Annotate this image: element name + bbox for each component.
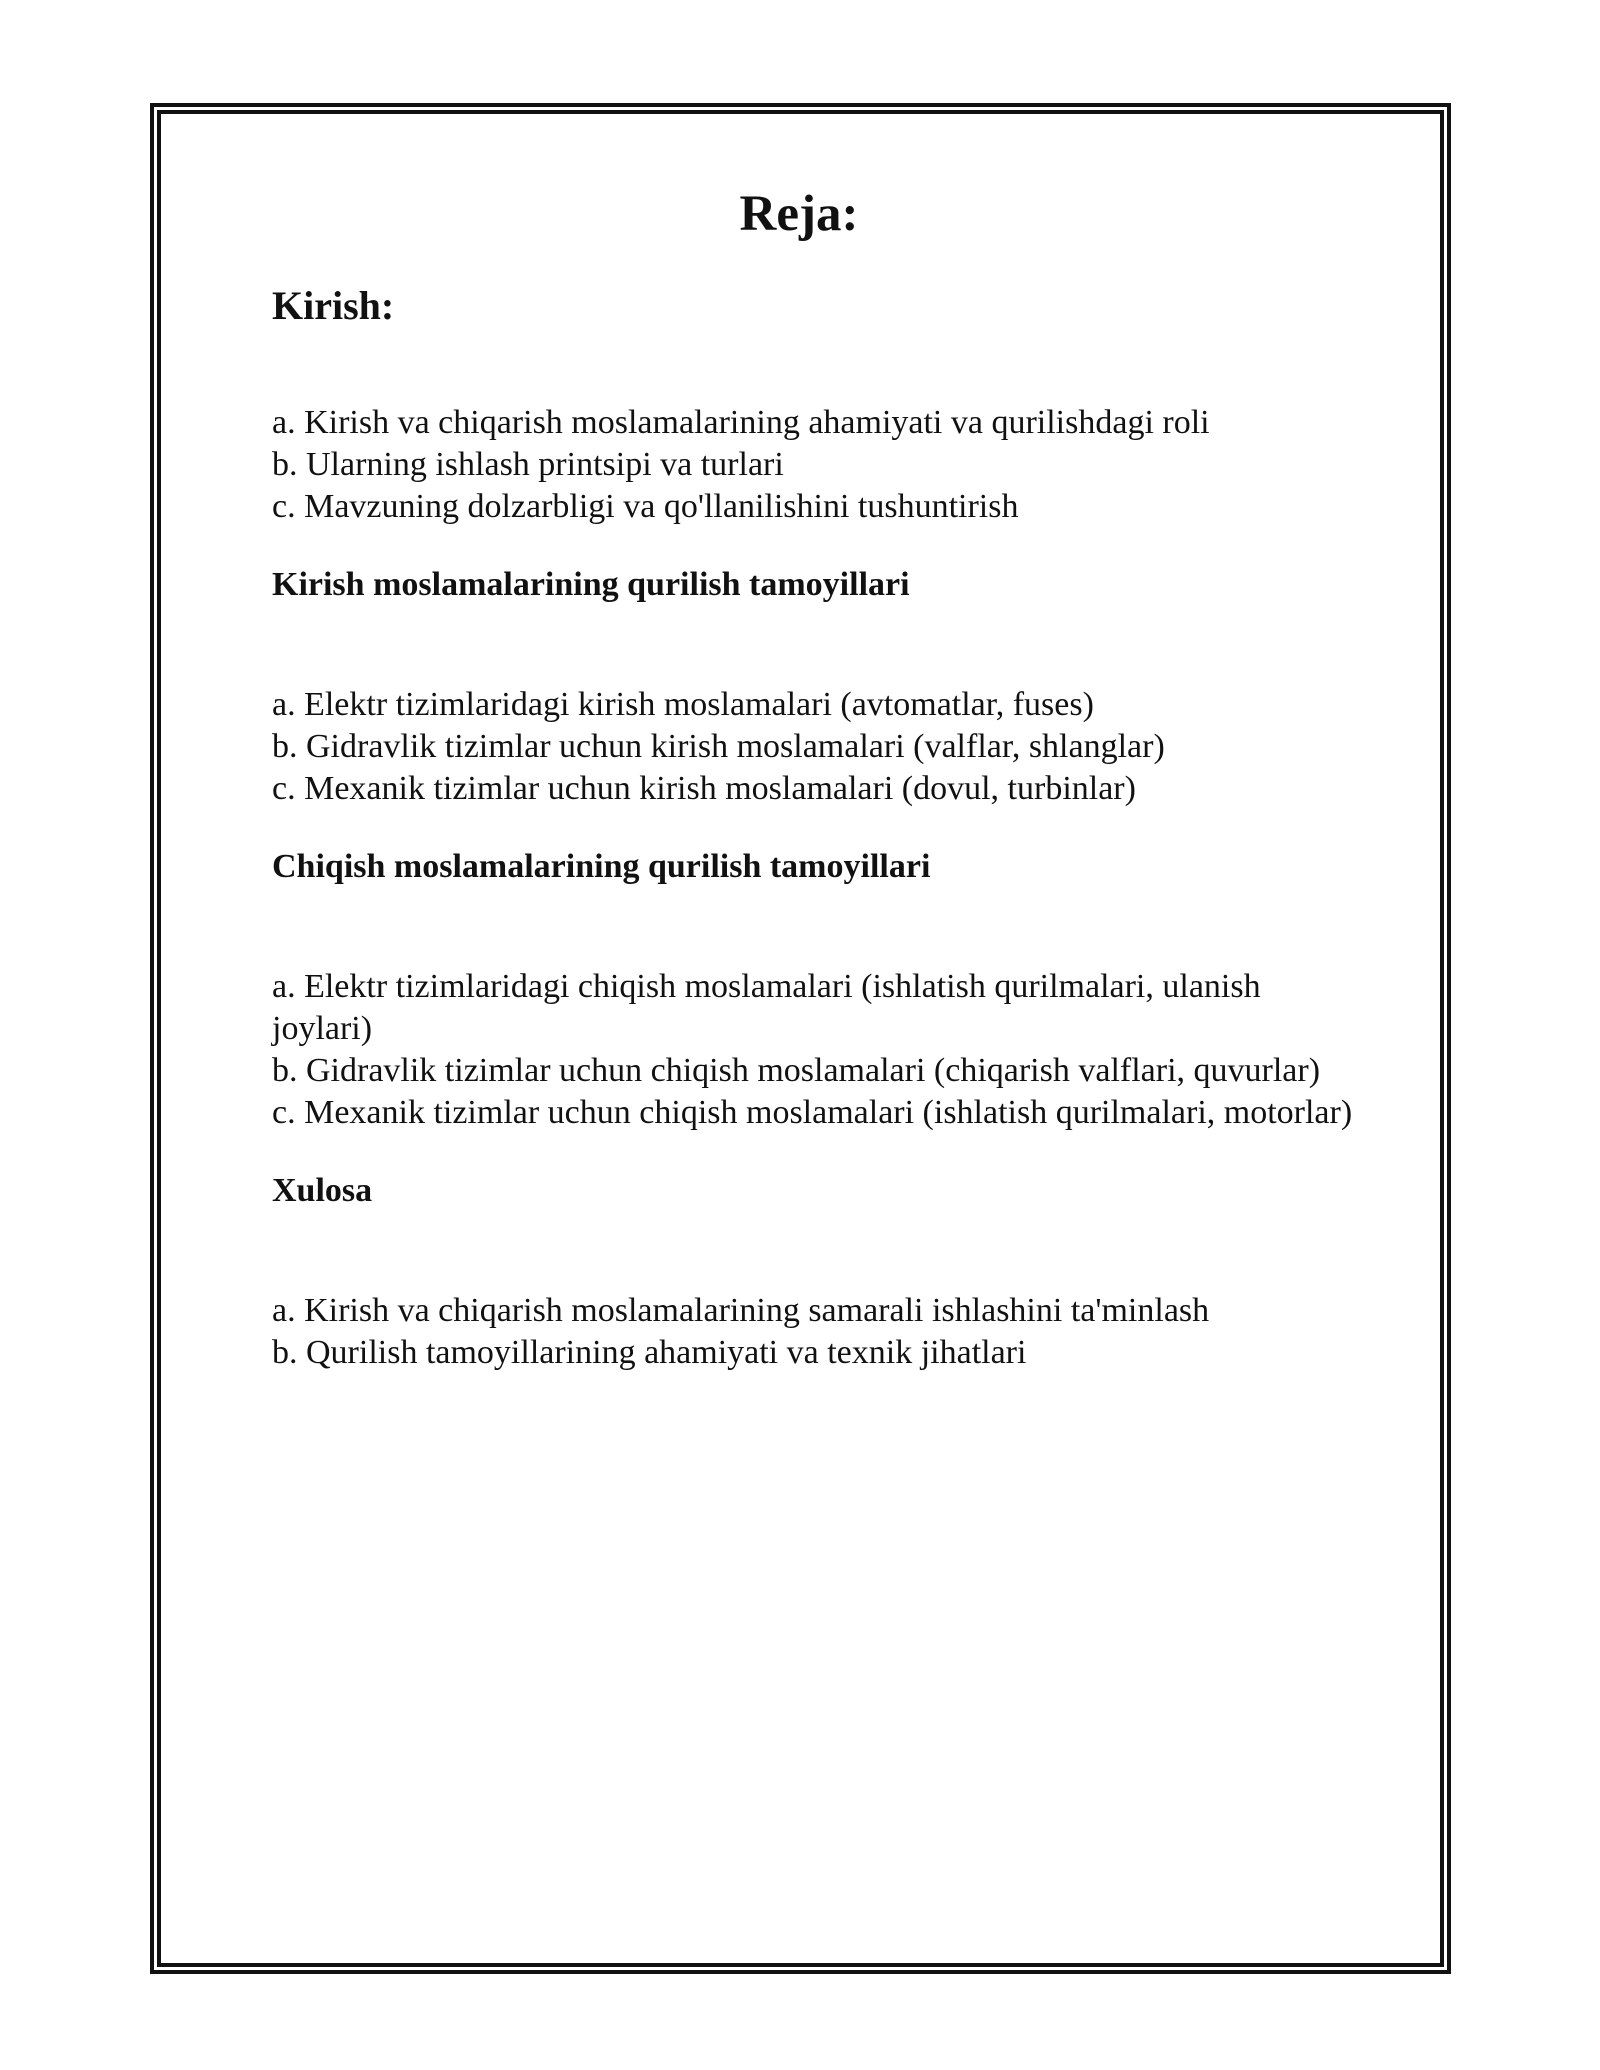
section-list-kirish: [272, 402, 1362, 528]
section-list-output-devices: [272, 966, 1362, 1134]
list-item: b. Gidravlik tizimlar uchun kirish moslamalari (valflar, shlanglar): [272, 728, 1165, 765]
document-title: Reja:: [739, 186, 859, 242]
document-body: [272, 180, 1362, 1374]
list-item: c. Mexanik tizimlar uchun kirish moslamalari (dovul, turbinlar): [272, 770, 1136, 807]
section-list-input-devices: [272, 684, 1362, 810]
list-item: b. Qurilish tamoyillarining ahamiyati va texnik jihatlari: [272, 1334, 1027, 1371]
section-heading-kirish: Kirish:: [272, 283, 395, 328]
list-item: a. Elektr tizimlaridagi kirish moslamalari (avtomatlar, fuses): [272, 686, 1094, 723]
list-item: b. Ularning ishlash printsipi va turlari: [272, 446, 784, 483]
list-item: b. Gidravlik tizimlar uchun chiqish moslamalari (chiqarish valflari, quvurlar): [272, 1052, 1321, 1089]
section-heading-output-devices: Chiqish moslamalarining qurilish tamoyillari: [272, 848, 931, 885]
section-heading-xulosa: Xulosa: [272, 1172, 373, 1209]
list-item: a. Kirish va chiqarish moslamalarining ahamiyati va qurilishdagi roli: [272, 404, 1210, 441]
section-heading-input-devices: Kirish moslamalarining qurilish tamoyillari: [272, 566, 910, 603]
list-item: a. Elektr tizimlaridagi chiqish moslamalari (ishlatish qurilmalari, ulanish joylari): [272, 968, 1261, 1047]
list-item: c. Mavzuning dolzarbligi va qo'llanilishini tushuntirish: [272, 488, 1019, 525]
section-list-xulosa: [272, 1290, 1362, 1374]
list-item: c. Mexanik tizimlar uchun chiqish moslamalari (ishlatish qurilmalari, motorlar): [272, 1094, 1353, 1131]
list-item: a. Kirish va chiqarish moslamalarining samarali ishlashini ta'minlash: [272, 1292, 1210, 1329]
